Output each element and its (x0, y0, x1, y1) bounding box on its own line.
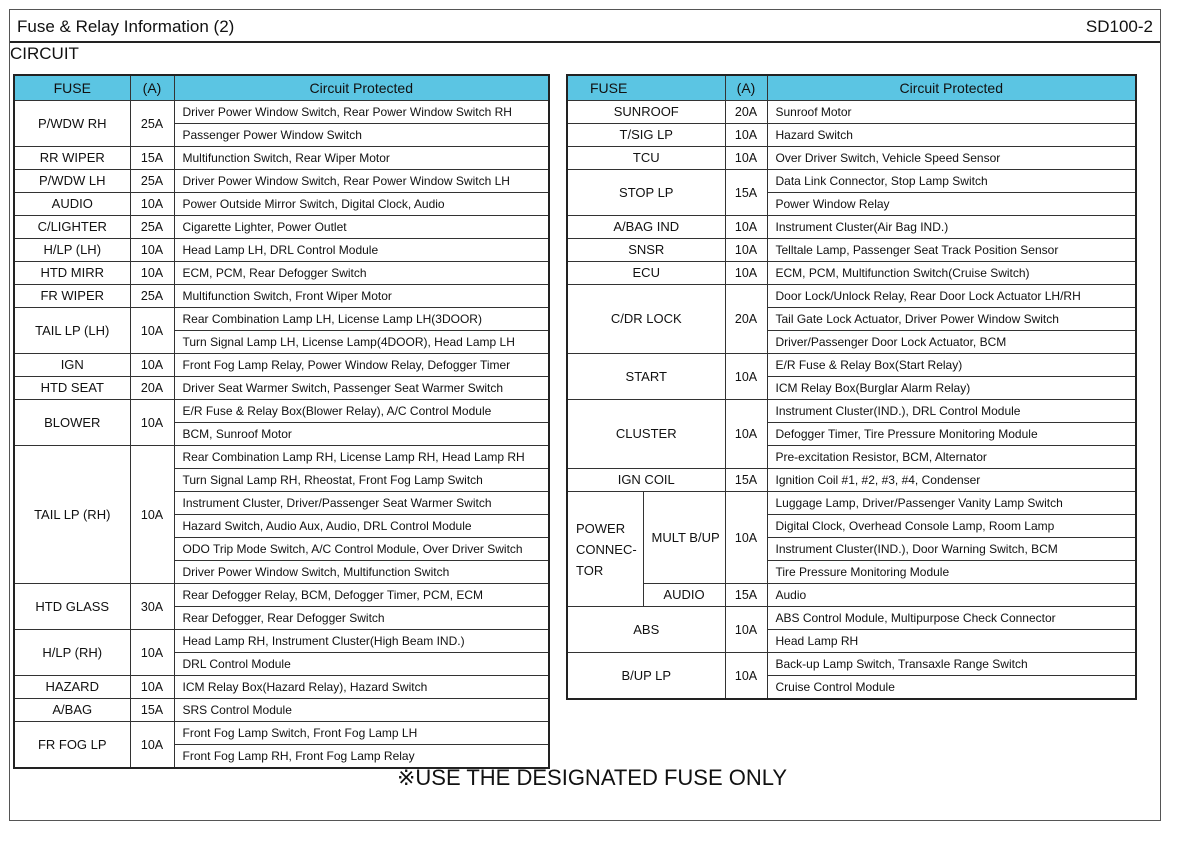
table-header-row (14, 75, 549, 101)
circuit-protected: Tail Gate Lock Actuator, Driver Power Window Switch (767, 308, 1136, 331)
fuse-amperage: 10A (130, 446, 174, 584)
footer-note: ※USE THE DESIGNATED FUSE ONLY (396, 765, 788, 790)
circuit-protected: Multifunction Switch, Rear Wiper Motor (174, 147, 549, 170)
fuse-amperage: 20A (725, 101, 767, 124)
fuse-amperage: 20A (725, 285, 767, 354)
circuit-protected: Head Lamp RH, Instrument Cluster(High Beam IND.) (174, 630, 549, 653)
column-header-amp: (A) (130, 75, 174, 101)
circuit-protected: Instrument Cluster(Air Bag IND.) (767, 216, 1136, 239)
table-row (14, 676, 549, 699)
page-header (10, 10, 1160, 43)
fuse-amperage: 10A (130, 630, 174, 676)
table-row (567, 124, 1136, 147)
circuit-protected: DRL Control Module (174, 653, 549, 676)
circuit-protected: Driver Seat Warmer Switch, Passenger Seat Warmer Switch (174, 377, 549, 400)
fuse-amperage: 10A (725, 354, 767, 400)
fuse-name: H/LP (RH) (14, 630, 130, 676)
circuit-protected: Sunroof Motor (767, 101, 1136, 124)
fuse-name: P/WDW RH (14, 101, 130, 147)
fuse-name: P/WDW LH (14, 170, 130, 193)
fuse-name: SUNROOF (567, 101, 725, 124)
circuit-protected: ECM, PCM, Multifunction Switch(Cruise Switch) (767, 262, 1136, 285)
fuse-amperage: 10A (725, 147, 767, 170)
fuse-amperage: 10A (725, 400, 767, 469)
fuse-amperage: 10A (130, 676, 174, 699)
circuit-protected: SRS Control Module (174, 699, 549, 722)
fuse-name: HTD GLASS (14, 584, 130, 630)
table-row (14, 400, 549, 423)
circuit-protected: Audio (767, 584, 1136, 607)
circuit-protected: Multifunction Switch, Front Wiper Motor (174, 285, 549, 308)
table-row (14, 584, 549, 607)
fuse-name: AUDIO (643, 584, 725, 607)
fuse-amperage: 15A (725, 584, 767, 607)
fuse-name: CLUSTER (567, 400, 725, 469)
fuse-name: TAIL LP (LH) (14, 308, 130, 354)
fuse-name: TAIL LP (RH) (14, 446, 130, 584)
circuit-protected: Turn Signal Lamp LH, License Lamp(4DOOR), Head Lamp LH (174, 331, 549, 354)
circuit-protected: Passenger Power Window Switch (174, 124, 549, 147)
fuse-name: AUDIO (14, 193, 130, 216)
circuit-protected: Luggage Lamp, Driver/Passenger Vanity Lamp Switch (767, 492, 1136, 515)
table-row (14, 354, 549, 377)
fuse-amperage: 30A (130, 584, 174, 630)
fuse-amperage: 25A (130, 285, 174, 308)
circuit-protected: Cruise Control Module (767, 676, 1136, 700)
circuit-protected: Driver Power Window Switch, Rear Power Window Switch LH (174, 170, 549, 193)
circuit-protected: Rear Defogger Relay, BCM, Defogger Timer, PCM, ECM (174, 584, 549, 607)
circuit-protected: Driver/Passenger Door Lock Actuator, BCM (767, 331, 1136, 354)
circuit-protected: Rear Defogger, Rear Defogger Switch (174, 607, 549, 630)
table-row (567, 653, 1136, 676)
fuse-amperage: 25A (130, 170, 174, 193)
table-row (14, 285, 549, 308)
fuse-amperage: 10A (130, 239, 174, 262)
fuse-name: HTD SEAT (14, 377, 130, 400)
fuse-name: IGN COIL (567, 469, 725, 492)
power-connector-label (567, 492, 643, 607)
table-row (14, 377, 549, 400)
table-row (14, 170, 549, 193)
table-header-row (567, 75, 1136, 101)
page-title: Fuse & Relay Information (2) (17, 17, 235, 36)
table-row (567, 285, 1136, 308)
fuse-amperage: 10A (130, 262, 174, 285)
circuit-protected: Rear Combination Lamp RH, License Lamp RH, Head Lamp RH (174, 446, 549, 469)
fuse-name: RR WIPER (14, 147, 130, 170)
circuit-protected: Instrument Cluster(IND.), DRL Control Module (767, 400, 1136, 423)
power-connector-label-line: CONNEC- (576, 541, 637, 557)
circuit-protected: Instrument Cluster, Driver/Passenger Seat Warmer Switch (174, 492, 549, 515)
circuit-protected: Ignition Coil #1, #2, #3, #4, Condenser (767, 469, 1136, 492)
circuit-protected: Power Window Relay (767, 193, 1136, 216)
fuse-amperage: 15A (725, 170, 767, 216)
fuse-name: B/UP LP (567, 653, 725, 700)
column-header-fuse: FUSE (14, 75, 130, 101)
circuit-protected: ICM Relay Box(Hazard Relay), Hazard Switch (174, 676, 549, 699)
table-row (14, 216, 549, 239)
table-row (567, 584, 1136, 607)
circuit-protected: Pre-excitation Resistor, BCM, Alternator (767, 446, 1136, 469)
circuit-protected: Hazard Switch (767, 124, 1136, 147)
fuse-name: BLOWER (14, 400, 130, 446)
circuit-protected: Front Fog Lamp Switch, Front Fog Lamp LH (174, 722, 549, 745)
table-row (567, 262, 1136, 285)
fuse-amperage: 10A (130, 354, 174, 377)
circuit-protected: ECM, PCM, Rear Defogger Switch (174, 262, 549, 285)
circuit-protected: Turn Signal Lamp RH, Rheostat, Front Fog Lamp Switch (174, 469, 549, 492)
circuit-protected: Defogger Timer, Tire Pressure Monitoring Module (767, 423, 1136, 446)
circuit-protected: Driver Power Window Switch, Rear Power Window Switch RH (174, 101, 549, 124)
circuit-protected: Rear Combination Lamp LH, License Lamp LH(3DOOR) (174, 308, 549, 331)
fuse-amperage: 10A (725, 124, 767, 147)
power-connector-label-line: TOR (576, 562, 604, 578)
circuit-protected: Instrument Cluster(IND.), Door Warning Switch, BCM (767, 538, 1136, 561)
section-title: CIRCUIT (10, 44, 79, 63)
circuit-protected: Digital Clock, Overhead Console Lamp, Room Lamp (767, 515, 1136, 538)
fuse-amperage: 10A (725, 216, 767, 239)
circuit-protected: Hazard Switch, Audio Aux, Audio, DRL Control Module (174, 515, 549, 538)
fuse-amperage: 25A (130, 101, 174, 147)
fuse-name: HAZARD (14, 676, 130, 699)
fuse-amperage: 10A (130, 193, 174, 216)
table-row (14, 147, 549, 170)
table-row (14, 262, 549, 285)
table-row (14, 722, 549, 745)
fuse-amperage: 10A (130, 308, 174, 354)
fuse-name: T/SIG LP (567, 124, 725, 147)
power-connector-label-line: POWER (576, 520, 626, 536)
fuse-amperage: 25A (130, 216, 174, 239)
circuit-protected: ODO Trip Mode Switch, A/C Control Module, Over Driver Switch (174, 538, 549, 561)
circuit-protected: Cigarette Lighter, Power Outlet (174, 216, 549, 239)
fuse-name: SNSR (567, 239, 725, 262)
table-row (567, 216, 1136, 239)
circuit-protected: Head Lamp RH (767, 630, 1136, 653)
fuse-amperage: 10A (725, 607, 767, 653)
column-header-circuit: Circuit Protected (174, 75, 549, 101)
fuse-name: HTD MIRR (14, 262, 130, 285)
circuit-protected: Driver Power Window Switch, Multifunction Switch (174, 561, 549, 584)
table-row (14, 630, 549, 653)
fuse-name: STOP LP (567, 170, 725, 216)
circuit-protected: Head Lamp LH, DRL Control Module (174, 239, 549, 262)
fuse-name: A/BAG (14, 699, 130, 722)
fuse-amperage: 20A (130, 377, 174, 400)
circuit-protected: E/R Fuse & Relay Box(Blower Relay), A/C Control Module (174, 400, 549, 423)
circuit-protected: Data Link Connector, Stop Lamp Switch (767, 170, 1136, 193)
fuse-amperage: 10A (130, 722, 174, 769)
table-row (567, 469, 1136, 492)
table-row (567, 170, 1136, 193)
fuse-name: A/BAG IND (567, 216, 725, 239)
fuse-name: H/LP (LH) (14, 239, 130, 262)
table-row (567, 354, 1136, 377)
table-row (567, 492, 1136, 515)
fuse-name: START (567, 354, 725, 400)
circuit-protected: Power Outside Mirror Switch, Digital Clock, Audio (174, 193, 549, 216)
circuit-protected: ICM Relay Box(Burglar Alarm Relay) (767, 377, 1136, 400)
fuse-amperage: 10A (725, 653, 767, 700)
table-row (14, 193, 549, 216)
column-header-fuse: FUSE (567, 75, 725, 101)
column-header-amp: (A) (725, 75, 767, 101)
fuse-name: ECU (567, 262, 725, 285)
fuse-amperage: 10A (725, 262, 767, 285)
table-row (567, 400, 1136, 423)
circuit-protected: Over Driver Switch, Vehicle Speed Sensor (767, 147, 1136, 170)
fuse-amperage: 15A (725, 469, 767, 492)
fuse-name: FR WIPER (14, 285, 130, 308)
table-row (14, 446, 549, 469)
fuse-name: IGN (14, 354, 130, 377)
fuse-amperage: 15A (130, 699, 174, 722)
fuse-name: FR FOG LP (14, 722, 130, 769)
column-header-circuit: Circuit Protected (767, 75, 1136, 101)
fuse-amperage: 10A (725, 492, 767, 584)
table-row (567, 607, 1136, 630)
table-row (14, 308, 549, 331)
circuit-protected: Door Lock/Unlock Relay, Rear Door Lock Actuator LH/RH (767, 285, 1136, 308)
table-row (567, 147, 1136, 170)
circuit-protected: Front Fog Lamp RH, Front Fog Lamp Relay (174, 745, 549, 769)
circuit-protected: Tire Pressure Monitoring Module (767, 561, 1136, 584)
table-row (567, 239, 1136, 262)
circuit-protected: E/R Fuse & Relay Box(Start Relay) (767, 354, 1136, 377)
circuit-protected: BCM, Sunroof Motor (174, 423, 549, 446)
table-row (14, 699, 549, 722)
circuit-protected: Back-up Lamp Switch, Transaxle Range Switch (767, 653, 1136, 676)
fuse-name: MULT B/UP (643, 492, 725, 584)
table-row (567, 101, 1136, 124)
circuit-protected: Telltale Lamp, Passenger Seat Track Position Sensor (767, 239, 1136, 262)
fuse-amperage: 10A (130, 400, 174, 446)
table-row (14, 239, 549, 262)
fuse-table-right (566, 74, 1137, 700)
circuit-protected: ABS Control Module, Multipurpose Check Connector (767, 607, 1136, 630)
fuse-amperage: 15A (130, 147, 174, 170)
fuse-name: TCU (567, 147, 725, 170)
fuse-name: C/LIGHTER (14, 216, 130, 239)
circuit-protected: Front Fog Lamp Relay, Power Window Relay, Defogger Timer (174, 354, 549, 377)
fuse-name: C/DR LOCK (567, 285, 725, 354)
fuse-name: ABS (567, 607, 725, 653)
page-code: SD100-2 (1085, 17, 1153, 36)
fuse-amperage: 10A (725, 239, 767, 262)
table-row (14, 101, 549, 124)
fuse-table-left (13, 74, 550, 769)
